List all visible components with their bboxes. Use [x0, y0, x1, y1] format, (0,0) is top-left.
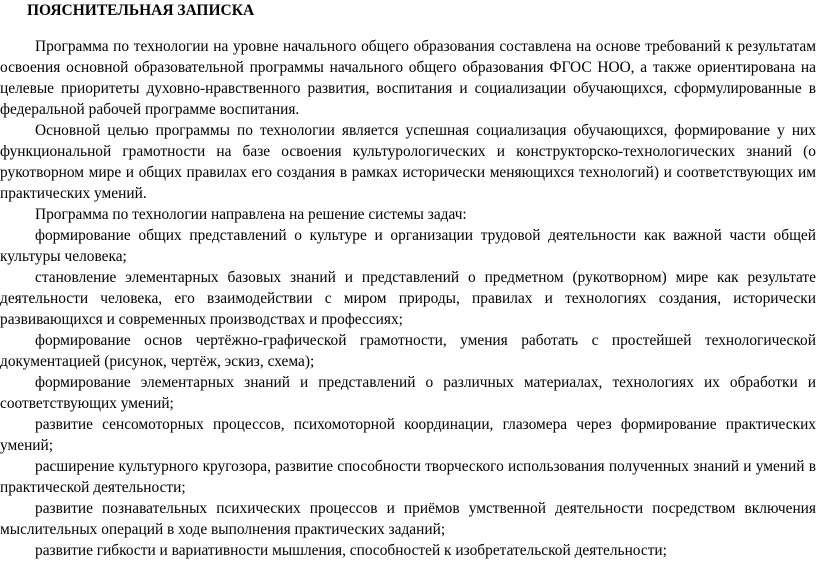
- task-item: формирование общих представлений о культуре и организации трудовой деятельности как важной части общей культуры человека;: [0, 227, 816, 265]
- task-item: формирование элементарных знаний и представлений о различных материалах, технологиях их обработки и соответствующих умений;: [0, 374, 816, 412]
- task-item: становление элементарных базовых знаний и представлений о предметном (рукотворном) мире как результате деятельности человека, его взаимодействии с миром природы, правилах и технологиях создания, исторически развивающихся и современных производствах и профессиях;: [0, 269, 816, 328]
- paragraph-intro: Программа по технологии на уровне начального общего образования составлена на основе требований к результатам освоения основной образовательной программы начального общего образования ФГОС НОО, а также ориентирована на целевые приоритеты духовно-нравственного развития, воспитания и социализации обучающихся, сформулированные в федеральной рабочей программе воспитания.: [0, 38, 816, 118]
- task-item: формирование основ чертёжно-графической грамотности, умения работать с простейшей технологической документацией (рисунок, чертёж, эскиз, схема);: [0, 332, 816, 370]
- document-body: [0, 36, 816, 561]
- task-item: развитие гибкости и вариативности мышления, способностей к изобретательской деятельности;: [35, 542, 667, 559]
- task-item: расширение культурного кругозора, развитие способности творческого использования полученных знаний и умений в практической деятельности;: [0, 458, 816, 496]
- task-item: развитие сенсомоторных процессов, психомоторной координации, глазомера через формирование практических умений;: [0, 416, 816, 454]
- task-item: развитие познавательных психических процессов и приёмов умственной деятельности посредством включения мыслительных операций в ходе выполнения практических заданий;: [0, 500, 816, 538]
- paragraph-tasks-heading: Программа по технологии направлена на решение системы задач:: [35, 206, 467, 223]
- paragraph-goal: Основной целью программы по технологии является успешная социализация обучающихся, формирование у них функциональной грамотности на базе освоения культурологических и конструкторско-технологических знаний (о рукотворном мире и общих правилах его создания в рамках исторически меняющихся технологий) и соответствующих им практических умений.: [0, 122, 816, 202]
- page-title: ПОЯСНИТЕЛЬНАЯ ЗАПИСКА: [27, 2, 255, 19]
